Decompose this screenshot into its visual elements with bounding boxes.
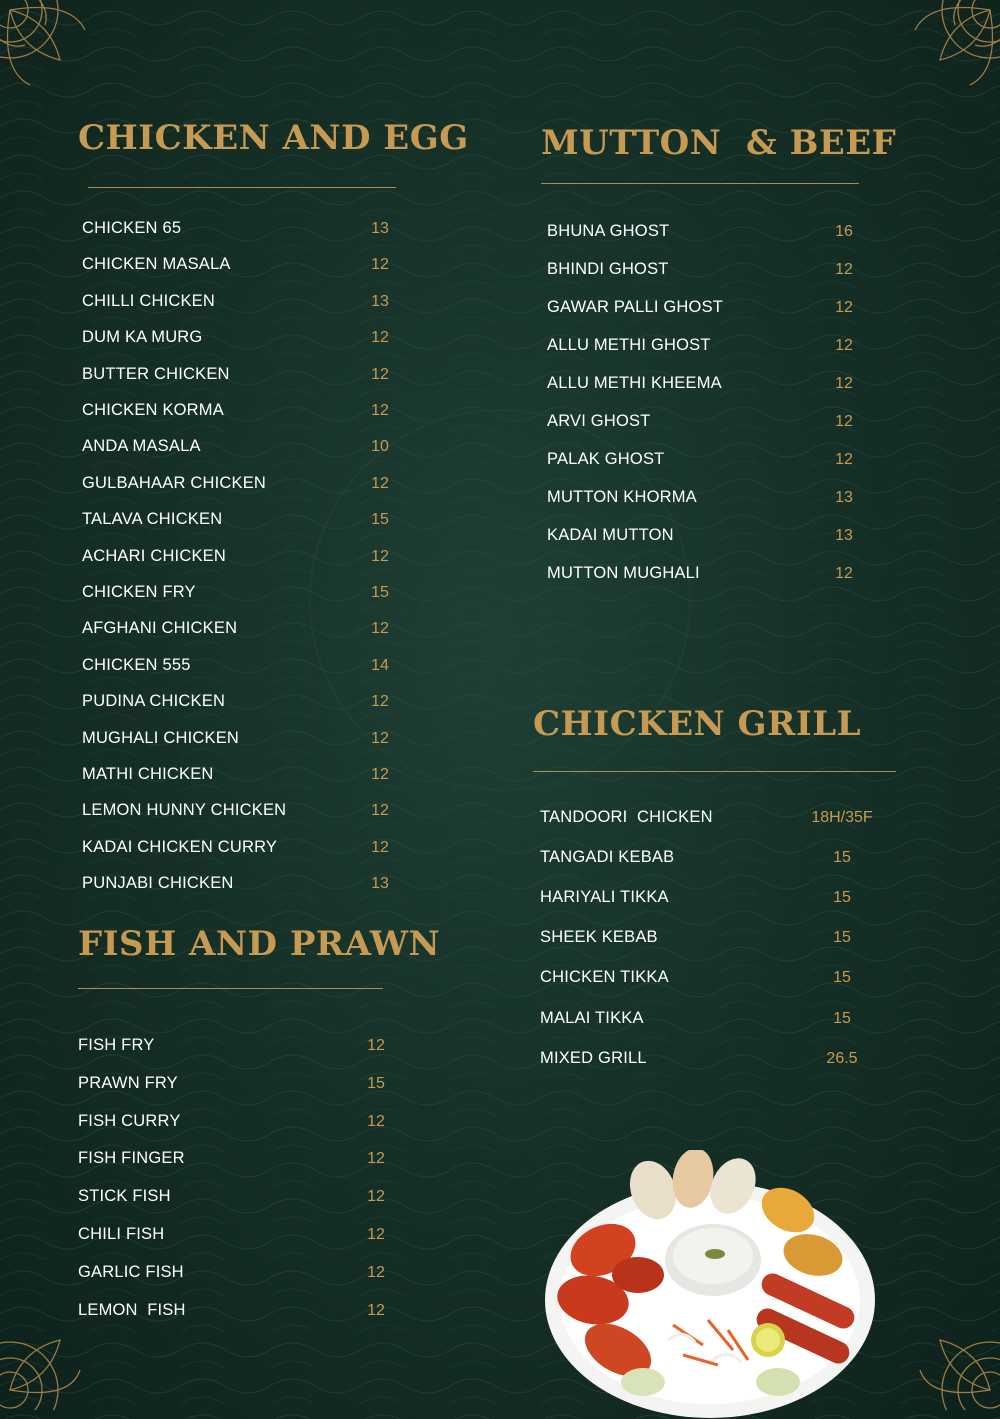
mixed-grill-plate-image [543,1150,878,1419]
menu-item-name: MATHI CHICKEN [82,765,214,783]
menu-item-name: GAWAR PALLI GHOST [547,297,724,316]
menu-item-price: 12 [835,564,853,582]
menu-item-name: GULBAHAAR CHICKEN [82,473,267,492]
menu-item-price: 12 [835,260,853,278]
menu-item-price: 12 [371,547,389,565]
section-divider [88,187,396,188]
menu-item-price: 12 [835,298,853,316]
menu-item-price: 12 [367,1188,385,1206]
menu-item-name: BHINDI GHOST [547,259,669,278]
menu-item-name: PRAWN FRY [78,1073,178,1092]
menu-item-name: ANDA MASALA [82,437,201,456]
menu-item-name: KADAI MUTTON [547,525,674,544]
menu-item-price: 13 [371,220,389,237]
menu-item-name: KADAI CHICKEN CURRY [82,837,278,856]
menu-item-name: ALLU METHI GHOST [547,335,711,354]
menu-item-name: TANDOORI CHICKEN [540,808,713,826]
menu-item-price: 15 [833,849,851,867]
menu-item-name: ARVI GHOST [547,411,651,430]
menu-item-name: BHUNA GHOST [547,222,670,240]
menu-item-price: 12 [835,412,853,430]
menu-item-price: 15 [833,929,851,947]
mandala-ornament-icon [910,1300,1000,1410]
menu-item-name: STICK FISH [78,1187,171,1206]
menu-item-name: AFGHANI CHICKEN [82,619,238,638]
section-title-chicken-egg: CHICKEN AND EGG [78,118,469,158]
menu-item-price: 12 [371,838,389,856]
menu-item-price: 15 [367,1074,385,1092]
menu-item-price: 15 [371,511,389,529]
menu-item-price: 12 [371,620,389,638]
menu-item-price: 12 [371,329,389,347]
menu-item-price: 26.5 [826,1049,858,1067]
section-divider [533,771,896,772]
menu-item-price: 12 [371,766,389,783]
menu-item-name: CHICKEN KORMA [82,401,224,419]
menu-item-price: 12 [367,1150,385,1168]
menu-item-name: MUTTON MUGHALI [547,563,700,582]
menu-item-name: LEMON HUNNY CHICKEN [82,801,287,820]
menu-item-name: CHICKEN 65 [82,219,182,237]
menu-item-name: MIXED GRILL [540,1048,647,1067]
menu-item-price: 12 [371,693,389,711]
menu-item-name: TALAVA CHICKEN [82,510,223,529]
section-title-mutton-beef: MUTTON & BEEF [541,123,897,163]
menu-item-price: 16 [835,223,853,240]
mandala-ornament-icon [0,1300,90,1410]
section-divider [78,988,383,989]
menu-item-name: MUGHALI CHICKEN [82,728,240,747]
menu-item-name: FISH FRY [78,1036,155,1054]
menu-item-price: 15 [833,889,851,907]
menu-item-name: CHILLI CHICKEN [82,291,215,310]
menu-item-price: 12 [835,450,853,468]
menu-item-price: 15 [371,584,389,601]
menu-item-price: 13 [371,875,389,893]
menu-item-name: TANGADI KEBAB [540,848,675,867]
menu-item-price: 15 [833,969,851,987]
menu-item-price: 12 [371,402,389,419]
menu-item-price: 12 [371,729,389,747]
menu-item-name: MUTTON KHORMA [547,487,697,506]
menu-item-name: ALLU METHI KHEEMA [547,373,722,392]
menu-item-price: 13 [835,526,853,544]
menu-item-price: 12 [367,1263,385,1281]
menu-item-name: FISH CURRY [78,1111,181,1130]
menu-item-price: 18H/35F [811,809,873,826]
menu-item-price: 12 [835,374,853,392]
menu-item-price: 15 [833,1009,851,1027]
menu-item-price: 12 [367,1301,385,1319]
menu-item-price: 12 [371,365,389,383]
menu-item-name: CHICKEN FRY [82,583,196,601]
menu-item-name: MALAI TIKKA [540,1008,644,1027]
menu-item-name: LEMON FISH [78,1300,186,1319]
menu-item-price: 10 [371,438,389,456]
menu-item-price: 12 [367,1226,385,1243]
menu-item-name: PALAK GHOST [547,449,665,468]
menu-item-name: CHICKEN TIKKA [540,968,669,987]
menu-item-name: SHEEK KEBAB [540,928,658,947]
menu-item-name: GARLIC FISH [78,1262,184,1281]
menu-item-name: BUTTER CHICKEN [82,364,230,383]
menu-item-price: 12 [371,256,389,274]
menu-item-price: 12 [371,802,389,820]
menu-item-name: PUNJABI CHICKEN [82,874,234,893]
section-divider [541,183,859,184]
section-title-fish-prawn: FISH AND PRAWN [78,924,441,964]
menu-item-price: 12 [835,336,853,354]
menu-item-name: PUDINA CHICKEN [82,692,226,711]
menu-item-price: 12 [367,1037,385,1054]
menu-item-name: FISH FINGER [78,1149,185,1168]
mandala-ornament-icon [0,0,100,100]
menu-item-price: 12 [371,474,389,492]
menu-item-name: CHICKEN MASALA [82,255,231,274]
menu-item-name: ACHARI CHICKEN [82,546,226,565]
menu-item-name: CHILI FISH [78,1225,165,1243]
menu-item-price: 13 [371,292,389,310]
menu-item-name: DUM KA MURG [82,328,203,347]
mandala-ornament-icon [900,0,1000,100]
menu-item-name: CHICKEN 555 [82,655,191,674]
menu-item-name: HARIYALI TIKKA [540,888,669,907]
menu-item-price: 13 [835,488,853,506]
section-title-chicken-grill: CHICKEN GRILL [533,704,862,744]
menu-item-price: 14 [371,656,389,674]
menu-item-price: 12 [367,1112,385,1130]
